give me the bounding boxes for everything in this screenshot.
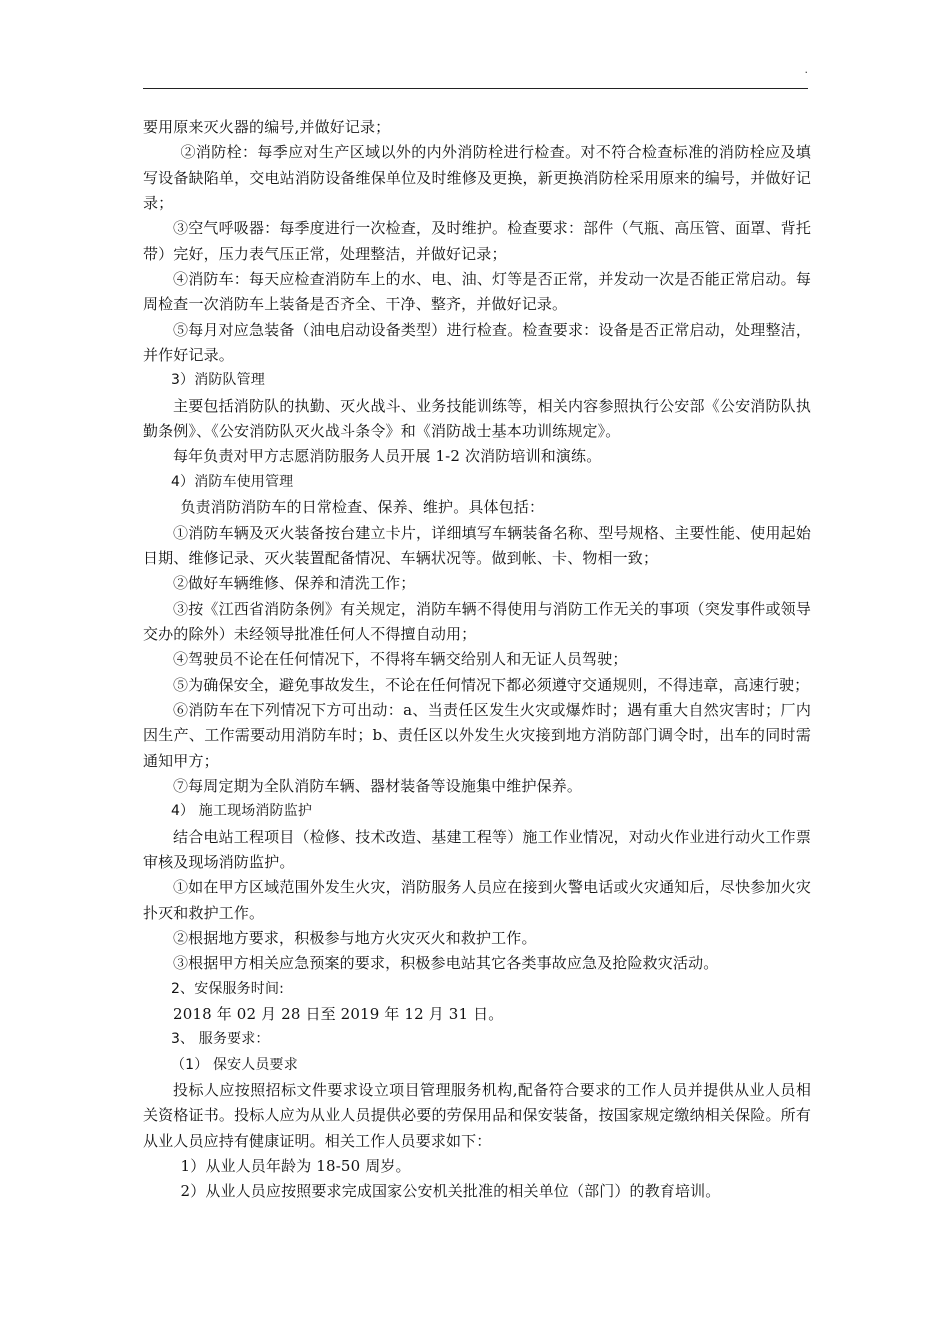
section-heading: 4）消防车使用管理 — [171, 473, 294, 490]
paragraph: 结合电站工程项目（检修、技术改造、基建工程等）施工作业情况，对动火作业进行动火工作票审核及现场消防监护。 — [143, 827, 811, 871]
paragraph: 投标人应按照招标文件要求设立项目管理服务机构,配备符合要求的工作人员并提供从业人员相关资格证书。投标人应为从业人员提供必要的劳保用品和保安装备，按国家规定缴纳相关保险。所有从业人员应持有健康证明。相关工作人员要求如下： — [143, 1081, 811, 1150]
paragraph: 负责消防消防车的日常检查、保养、维护。具体包括： — [180, 498, 545, 517]
document-body — [143, 115, 811, 1205]
section-heading: （1） 保安人员要求 — [171, 1056, 298, 1073]
page-header — [143, 62, 808, 89]
paragraph: 要用原来灭火器的编号,并做好记录； — [143, 118, 391, 136]
paragraph: ③空气呼吸器：每季度进行一次检查，及时维护。检查要求：部件（气瓶、高压管、面罩、背托带）完好，压力表气压正常，处理整洁，并做好记录； — [143, 219, 811, 263]
paragraph: ⑥消防车在下列情况下方可出动：a、当责任区发生火灾或爆炸时；遇有重大自然灾害时；厂内因生产、工作需要动用消防车时；b、责任区以外发生火灾接到地方消防部门调令时，出车的同时需通知甲方； — [143, 700, 811, 770]
section-heading: 3、 服务要求： — [171, 1031, 270, 1048]
paragraph: ②消防栓：每季应对生产区域以外的内外消防栓进行检查。对不符合检查标准的消防栓应及填写设备缺陷单，交电站消防设备维保单位及时维修及更换，新更换消防栓采用原来的编号，并做好记录； — [143, 143, 811, 213]
paragraph: ①如在甲方区域范围外发生火灾，消防服务人员应在接到火警电话或火灾通知后，尽快参加火灾扑灭和救护工作。 — [143, 878, 811, 922]
paragraph: ⑤为确保安全，避免事故发生，不论在任何情况下都必须遵守交通规则，不得违章，高速行驶； — [173, 675, 810, 694]
paragraph: ②做好车辆维修、保养和清洗工作； — [173, 574, 416, 593]
paragraph: ②根据地方要求，积极参与地方火灾灭火和救护工作。 — [173, 929, 537, 947]
paragraph: ④驾驶员不论在任何情况下，不得将车辆交给别人和无证人员驾驶； — [173, 650, 628, 669]
paragraph: 主要包括消防队的执勤、灭火战斗、业务技能训练等，相关内容参照执行公安部《公安消防队执勤条例》、《公安消防队灭火战斗条令》和《消防战士基本功训练规定》。 — [143, 396, 811, 441]
list-item: 1）从业人员年龄为 18-50 周岁。 — [180, 1157, 411, 1176]
paragraph: ⑦每周定期为全队消防车辆、器材装备等设施集中维护保养。 — [173, 776, 583, 795]
paragraph: 每年负责对甲方志愿消防服务人员开展 1-2 次消防培训和演练。 — [173, 447, 602, 466]
paragraph: ①消防车辆及灭火装备按台建立卡片，详细填写车辆装备名称、型号规格、主要性能、使用起始日期、维修记录、灭火装置配备情况、车辆状况等。做到帐、卡、物相一致； — [143, 523, 811, 567]
paragraph: ③根据甲方相关应急预案的要求，积极参电站其它各类事故应急及抢险救灾活动。 — [173, 954, 719, 973]
paragraph: ⑤每月对应急装备（油电启动设备类型）进行检查。检查要求：设备是否正常启动，处理整洁，并作好记录。 — [143, 320, 811, 365]
paragraph: ④消防车：每天应检查消防车上的水、电、油、灯等是否正常，并发动一次是否能正常启动。每周检查一次消防车上装备是否齐全、干净、整齐，并做好记录。 — [143, 270, 811, 314]
header-mark: · — [804, 66, 808, 79]
paragraph: ③按《江西省消防条例》有关规定，消防车辆不得使用与消防工作无关的事项（突发事件或领导交办的除外）未经领导批准任何人不得擅自动用； — [143, 599, 811, 643]
section-heading: 4） 施工现场消防监护 — [171, 803, 313, 820]
section-heading: 3）消防队管理 — [171, 372, 265, 389]
section-heading: 2、安保服务时间: — [171, 980, 284, 997]
list-item: 2）从业人员应按照要求完成国家公安机关批准的相关单位（部门）的教育培训。 — [180, 1182, 721, 1201]
paragraph: 2018 年 02 月 28 日至 2019 年 12 月 31 日。 — [173, 1005, 504, 1024]
